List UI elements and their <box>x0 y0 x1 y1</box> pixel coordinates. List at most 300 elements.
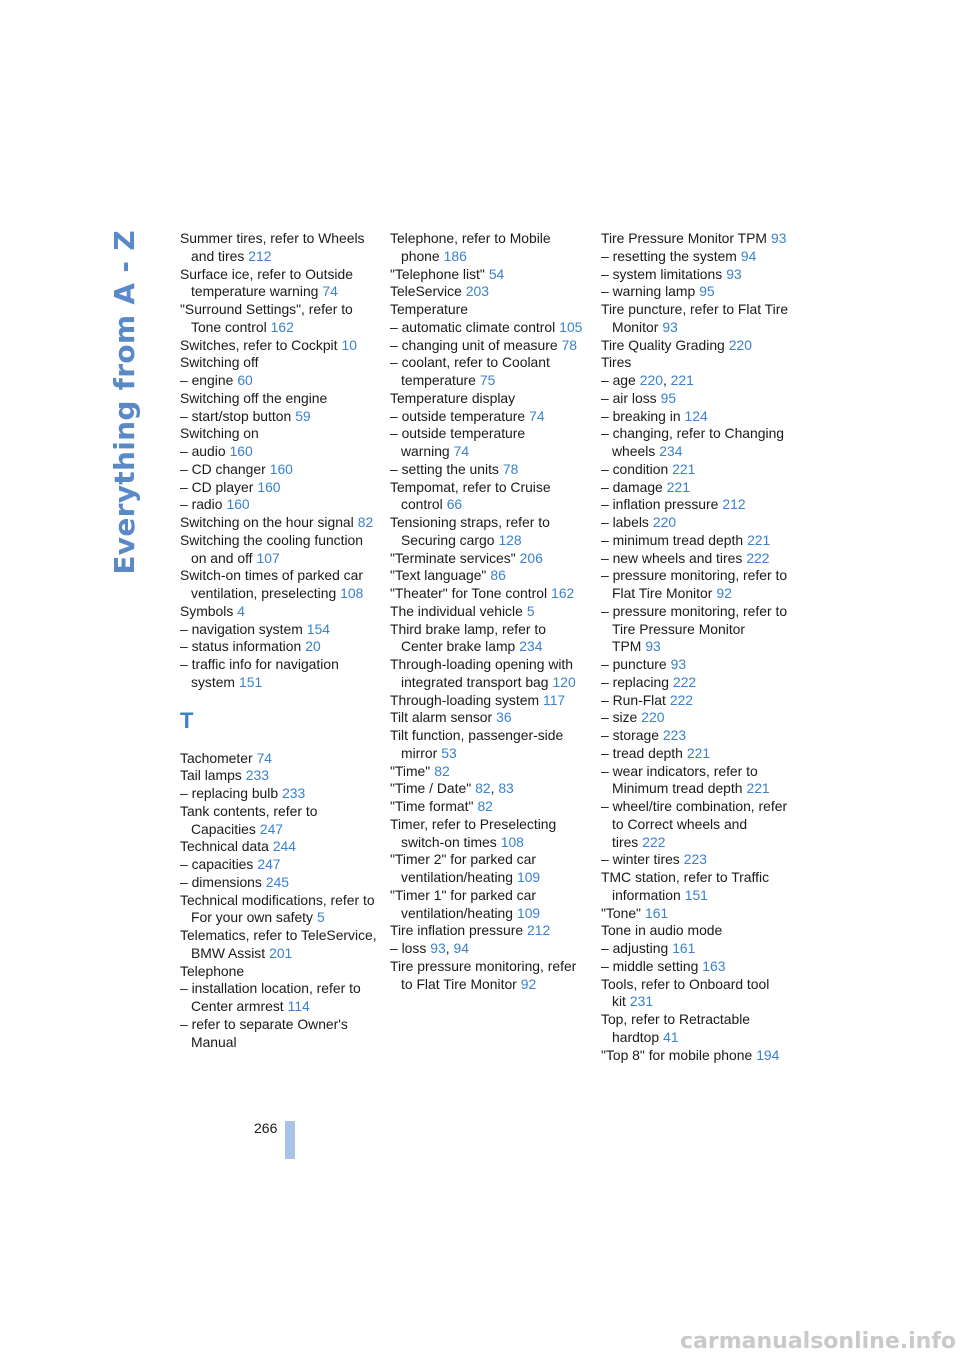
index-entry-text: Tools, refer to Onboard tool kit <box>601 975 770 1010</box>
index-entry-text: Top, refer to Retractable hardtop <box>601 1011 751 1045</box>
index-entry <box>390 354 590 390</box>
page-ref-link[interactable]: 5 <box>316 909 325 926</box>
page-ref-link[interactable]: 54 <box>488 265 505 282</box>
index-entry-text: Symbols <box>180 602 234 619</box>
index-entry <box>601 763 793 799</box>
index-entry <box>180 1016 380 1052</box>
index-entry-text: – loss <box>390 940 427 956</box>
page-ref-link[interactable]: 221 <box>747 531 771 548</box>
index-entry <box>180 892 380 928</box>
index-entry <box>180 461 380 479</box>
index-entry <box>601 940 793 958</box>
index-entry-text: – radio <box>180 496 223 513</box>
page-ref-link[interactable]: 247 <box>259 820 284 837</box>
index-column-1 <box>180 230 380 1051</box>
index-entry <box>601 656 793 674</box>
page-ref-link[interactable]: 222 <box>672 673 697 690</box>
index-entry-text: Timer, refer to Preselecting switch-on times <box>390 815 557 850</box>
index-entry-text: – automatic climate control <box>390 318 556 335</box>
index-entry <box>390 798 590 816</box>
index-entry-text: – pressure monitoring, refer to Flat Tire Monitor <box>601 567 788 601</box>
index-entry <box>390 763 590 781</box>
page-ref-link[interactable]: 95 <box>699 283 715 300</box>
page-ref-link[interactable]: 94 <box>453 940 469 956</box>
page-ref-link[interactable]: 212 <box>527 922 551 939</box>
page-ref-link[interactable]: 93 <box>662 318 678 335</box>
page-ref-link[interactable]: 162 <box>551 585 575 601</box>
index-entry <box>601 851 793 869</box>
page-ref-link[interactable]: 222 <box>642 833 666 850</box>
index-entry-text: – status information <box>180 638 302 655</box>
index-entry-text: Tempomat, refer to Cruise control <box>390 478 551 513</box>
index-entry-text: – capacities <box>180 856 254 872</box>
page-ref-link[interactable]: 82 <box>477 798 493 814</box>
index-entry-text: – coolant, refer to Coolant temperature <box>390 354 550 388</box>
index-entry <box>601 372 793 390</box>
page-ref-link[interactable]: 161 <box>672 940 696 956</box>
index-entry <box>180 390 380 408</box>
page-ref-link[interactable]: 194 <box>756 1046 780 1063</box>
index-entry <box>390 550 590 568</box>
page-ref-link[interactable]: 82 <box>475 780 491 797</box>
index-entry <box>180 230 380 266</box>
index-entry <box>601 354 793 372</box>
page-ref-link[interactable]: 124 <box>684 407 708 424</box>
index-entry-text: – start/stop button <box>180 407 292 424</box>
index-entry-text: – damage <box>601 478 663 495</box>
index-entry-text: Tone in audio mode <box>601 922 723 939</box>
index-entry-text: – breaking in <box>601 407 681 424</box>
index-entry <box>180 656 380 692</box>
index-entry-text: Tachometer <box>180 749 253 766</box>
index-entry-text: – changing unit of measure <box>390 336 558 353</box>
index-entry <box>601 745 793 763</box>
index-entry-text: Tilt function, passenger-side mirror <box>390 727 564 761</box>
index-entry <box>601 425 793 461</box>
index-entry-text: Tail lamps <box>180 767 242 784</box>
index-entry-text: Switching on <box>180 425 259 442</box>
index-entry-text: Technical data <box>180 838 269 855</box>
index-entry-text: – CD changer <box>180 460 266 477</box>
index-entry-text: Summer tires, refer to Wheels and tires <box>180 230 365 264</box>
index-entry <box>601 283 793 301</box>
index-entry <box>390 567 590 585</box>
page-ref-link[interactable]: 212 <box>722 496 746 513</box>
page-ref-link[interactable]: 83 <box>498 780 514 797</box>
page-ref-link[interactable]: 78 <box>561 336 578 353</box>
index-entry-text: "Time / Date" <box>390 780 472 797</box>
page-ref-link[interactable]: 109 <box>516 869 541 885</box>
page-ref-link[interactable]: 233 <box>282 785 306 801</box>
index-entry-text: – dimensions <box>180 873 262 890</box>
index-entry-text: "Timer 2" for parked car ventilation/heating <box>390 851 536 885</box>
index-entry-text: "Theater" for Tone control <box>390 585 548 601</box>
index-entry <box>390 816 590 852</box>
index-entry-text: – storage <box>601 727 659 743</box>
index-entry <box>390 780 590 798</box>
page-ref-link[interactable]: 74 <box>322 283 338 300</box>
index-entry <box>601 567 793 603</box>
index-entry <box>390 337 590 355</box>
page-ref-separator: , <box>445 940 454 956</box>
page-ref-link[interactable]: 223 <box>662 727 687 743</box>
index-entry-text: Switch-on times of parked car ventilation, preselecting <box>180 567 363 601</box>
page-ref-link[interactable]: 247 <box>257 856 281 872</box>
page-ref-link[interactable]: 221 <box>686 744 711 761</box>
index-entry-text: – warning lamp <box>601 283 696 300</box>
index-entry-text: Surface ice, refer to Outside temperature warning <box>180 265 353 300</box>
page-number: 266 <box>254 1120 278 1136</box>
index-entry <box>390 727 590 763</box>
page-ref-link[interactable]: 212 <box>248 247 272 264</box>
page-ref-link[interactable]: 105 <box>559 318 583 335</box>
index-entry-text: TMC station, refer to Traffic information <box>601 869 770 903</box>
index-entry <box>180 874 380 892</box>
page-ref-link[interactable]: 244 <box>272 838 296 855</box>
index-entry <box>601 248 793 266</box>
page-ref-link[interactable]: 221 <box>666 478 690 495</box>
page-ref-link[interactable]: 186 <box>443 247 467 264</box>
page-ref-link[interactable]: 223 <box>683 851 707 868</box>
index-entry <box>390 408 590 426</box>
index-entry-text: Tensioning straps, refer to Securing cargo <box>390 514 550 548</box>
page-ref-link[interactable]: 222 <box>746 549 770 566</box>
index-entry-text: Through-loading opening with integrated transport bag <box>390 656 574 690</box>
index-entry <box>601 230 793 248</box>
page-ref-link[interactable]: 160 <box>269 460 293 477</box>
index-entry-text: – wheel/tire combination, refer to Correct wheels and tires <box>601 798 788 850</box>
page-ref-link[interactable]: 161 <box>644 904 669 921</box>
index-entry-text: Temperature <box>390 301 468 317</box>
index-entry <box>601 674 793 692</box>
index-entry <box>390 621 590 657</box>
index-entry-text: "Surround Settings", refer to Tone control <box>180 301 353 335</box>
index-entry-text: Switching on the hour signal <box>180 514 354 530</box>
index-entry-text: Switches, refer to Cockpit <box>180 336 338 353</box>
page-ref-link[interactable]: 4 <box>237 602 245 619</box>
index-entry <box>180 856 380 874</box>
page-ref-link[interactable]: 20 <box>305 638 321 655</box>
index-entry-text: Tire inflation pressure <box>390 922 524 939</box>
page-ref-link[interactable]: 234 <box>519 638 543 655</box>
index-entry-text: Tire pressure monitoring, refer to Flat Tire Monitor <box>390 957 577 992</box>
page-ref-link[interactable]: 74 <box>453 443 470 459</box>
page-ref-link[interactable]: 151 <box>684 886 708 903</box>
index-entry <box>601 266 793 284</box>
page-ref-link[interactable]: 160 <box>226 496 250 513</box>
page-ref-link[interactable]: 203 <box>465 283 489 300</box>
index-entry <box>601 692 793 710</box>
index-entry <box>390 390 590 408</box>
index-entry <box>390 887 590 923</box>
index-entry <box>180 408 380 426</box>
index-entry <box>601 922 793 940</box>
page-ref-link[interactable]: 160 <box>257 478 281 495</box>
index-entry-text: – age <box>601 372 636 388</box>
index-entry <box>390 319 590 337</box>
index-entry <box>390 425 590 461</box>
index-entry <box>180 425 380 443</box>
page-ref-link[interactable]: 92 <box>520 975 537 992</box>
page-ref-separator: , <box>490 780 499 797</box>
page-ref-link[interactable]: 53 <box>441 744 457 761</box>
index-entry <box>180 567 380 603</box>
index-entry <box>601 461 793 479</box>
index-entry <box>180 927 380 963</box>
index-entry <box>390 266 590 284</box>
page-ref-link[interactable]: 74 <box>256 749 273 766</box>
page-ref-link[interactable]: 93 <box>770 230 787 246</box>
index-entry-text: – winter tires <box>601 851 680 868</box>
page-ref-link[interactable]: 245 <box>265 873 290 890</box>
page-ref-link[interactable]: 128 <box>498 531 522 548</box>
index-entry <box>390 230 590 266</box>
page-ref-link[interactable]: 163 <box>702 957 726 974</box>
page-ref-link[interactable]: 66 <box>446 496 463 513</box>
page-ref-link[interactable]: 220 <box>641 709 665 726</box>
index-entry-text: – minimum tread depth <box>601 531 744 548</box>
index-entry-text: – traffic info for navigation system <box>180 656 339 690</box>
page-ref-link[interactable]: 234 <box>659 443 683 459</box>
index-entry-text: – outside temperature warning <box>390 425 526 459</box>
page-ref-link[interactable]: 82 <box>357 514 374 530</box>
page-number-bar <box>285 1121 295 1159</box>
index-entry <box>601 1047 793 1065</box>
index-entry-text: "Text language" <box>390 567 487 584</box>
watermark: carmanualsonline.info <box>680 1329 956 1354</box>
page-ref-separator: , <box>662 372 671 388</box>
index-entry-text: – air loss <box>601 389 657 406</box>
page-ref-link[interactable]: 93 <box>670 656 687 672</box>
index-entry-text: – size <box>601 709 638 726</box>
page-ref-link[interactable]: 222 <box>669 691 694 708</box>
page-ref-link[interactable]: 5 <box>526 602 535 619</box>
index-entry-text: – CD player <box>180 478 254 495</box>
index-entry-text: – outside temperature <box>390 407 526 424</box>
index-entry <box>601 976 793 1012</box>
index-entry <box>180 621 380 639</box>
index-entry-text: – audio <box>180 443 226 459</box>
index-entry-text: Temperature display <box>390 389 516 406</box>
index-entry-text: – inflation pressure <box>601 496 719 513</box>
index-entry-text: "Time" <box>390 762 431 779</box>
index-entry <box>390 603 590 621</box>
index-entry-text: – replacing bulb <box>180 785 279 801</box>
page-ref-link[interactable]: 10 <box>341 336 357 353</box>
index-entry-text: Switching the cooling function on and off <box>180 531 364 566</box>
index-entry-text: "Top 8" for mobile phone <box>601 1046 753 1063</box>
page-ref-link[interactable]: 221 <box>672 460 696 477</box>
page-ref-link[interactable]: 86 <box>490 567 506 584</box>
index-entry <box>390 514 590 550</box>
page-ref-link[interactable]: 221 <box>746 780 770 797</box>
index-entry <box>390 301 590 319</box>
index-entry <box>390 479 590 515</box>
index-entry <box>601 727 793 745</box>
page-ref-link[interactable]: 82 <box>434 762 450 779</box>
page-ref-link[interactable]: 93 <box>726 265 742 282</box>
page-ref-link[interactable]: 74 <box>529 407 545 424</box>
page-ref-link[interactable]: 117 <box>543 691 566 708</box>
index-entry-text: – installation location, refer to Center armrest <box>180 980 361 1014</box>
index-entry-text: – labels <box>601 514 649 530</box>
index-entry <box>601 514 793 532</box>
index-entry-text: – changing, refer to Changing wheels <box>601 425 785 459</box>
index-entry <box>601 390 793 408</box>
page-ref-link[interactable]: 220 <box>639 372 663 388</box>
index-entry <box>180 963 380 981</box>
index-entry <box>180 301 380 337</box>
index-entry-text: – new wheels and tires <box>601 549 743 566</box>
page-ref-link[interactable]: 108 <box>500 833 524 850</box>
index-entry-text: Tires <box>601 354 632 371</box>
index-entry <box>180 514 380 532</box>
page-ref-link[interactable]: 233 <box>245 767 269 784</box>
index-entry-text: Through-loading system <box>390 691 540 708</box>
index-entry <box>180 443 380 461</box>
page-ref-link[interactable]: 231 <box>629 993 654 1010</box>
index-entry <box>601 550 793 568</box>
index-entry <box>180 372 380 390</box>
index-entry-text: – resetting the system <box>601 247 737 264</box>
index-column-2 <box>390 230 590 993</box>
index-entry <box>390 585 590 603</box>
index-entry-text: Tire Quality Grading <box>601 336 725 353</box>
index-entry-text: Telematics, refer to TeleService, BMW Assist <box>180 927 377 961</box>
index-entry <box>180 803 380 839</box>
index-entry <box>601 408 793 426</box>
index-entry <box>390 283 590 301</box>
index-entry-text: Tank contents, refer to Capacities <box>180 802 318 837</box>
page-ref-link[interactable]: 59 <box>295 407 311 424</box>
index-entry <box>390 922 590 940</box>
index-entry <box>601 301 793 337</box>
index-entry-text: Tire puncture, refer to Flat Tire Monitor <box>601 301 789 335</box>
index-entry-text: – adjusting <box>601 940 669 956</box>
index-entry <box>180 337 380 355</box>
index-entry-text: – navigation system <box>180 620 303 637</box>
index-entry <box>180 479 380 497</box>
index-entry-text: – Run-Flat <box>601 691 666 708</box>
index-entry <box>180 750 380 768</box>
index-entry <box>601 496 793 514</box>
index-entry <box>601 532 793 550</box>
index-entry <box>601 337 793 355</box>
page-ref-link[interactable]: 220 <box>652 514 677 530</box>
index-entry <box>180 980 380 1016</box>
index-entry <box>390 940 590 958</box>
index-entry-text: – puncture <box>601 656 667 672</box>
index-entry <box>601 905 793 923</box>
index-entry <box>390 692 590 710</box>
index-entry-text: Tire Pressure Monitor TPM <box>601 230 767 246</box>
page-ref-link[interactable]: 162 <box>270 318 294 335</box>
page-ref-link[interactable]: 206 <box>519 549 543 566</box>
index-entry <box>390 709 590 727</box>
index-column-3 <box>601 230 793 1064</box>
page-ref-link[interactable]: 36 <box>496 709 512 726</box>
index-entry <box>601 479 793 497</box>
index-entry <box>601 798 793 851</box>
index-entry-text: – engine <box>180 372 234 388</box>
index-entry-text: – wear indicators, refer to Minimum tread depth <box>601 762 758 797</box>
page-ref-link[interactable]: 93 <box>645 638 661 655</box>
index-entry-text: – refer to separate Owner's Manual <box>180 1015 348 1050</box>
index-entry <box>601 958 793 976</box>
index-entry <box>180 266 380 302</box>
letter-heading: T <box>180 707 194 733</box>
index-entry-text: The individual vehicle <box>390 602 523 619</box>
index-entry-text: "Telephone list" <box>390 265 485 282</box>
page-ref-link[interactable]: 95 <box>660 389 677 406</box>
index-entry <box>180 838 380 856</box>
index-entry-text: – setting the units <box>390 460 499 477</box>
index-entry-text: – condition <box>601 460 669 477</box>
page-ref-link[interactable]: 151 <box>239 673 263 690</box>
index-entry <box>601 603 793 656</box>
page-ref-link[interactable]: 93 <box>430 940 446 956</box>
page-ref-link[interactable]: 154 <box>306 620 330 637</box>
index-entry <box>601 1011 793 1047</box>
page-ref-link[interactable]: 41 <box>663 1028 679 1045</box>
index-entry-text: "Timer 1" for parked car ventilation/heating <box>390 886 536 921</box>
index-entry <box>601 709 793 727</box>
index-entry <box>180 638 380 656</box>
page-ref-link[interactable]: 201 <box>269 944 293 961</box>
index-entry <box>390 656 590 692</box>
page-ref-link[interactable]: 120 <box>552 673 576 690</box>
index-entry <box>180 785 380 803</box>
page-ref-link[interactable]: 92 <box>716 585 732 601</box>
page-ref-link[interactable]: 160 <box>229 443 253 459</box>
index-entry-text: – middle setting <box>601 957 699 974</box>
index-entry-text: – pressure monitoring, refer to Tire Pressure Monitor TPM <box>601 602 788 655</box>
index-entry-text: – tread depth <box>601 744 683 761</box>
index-entry <box>180 496 380 514</box>
page-ref-link[interactable]: 60 <box>237 372 253 388</box>
index-entry <box>390 461 590 479</box>
section-side-title: Everything from A - Z <box>108 230 141 575</box>
index-entry-text: Tilt alarm sensor <box>390 709 493 726</box>
index-entry-text: – system limitations <box>601 265 723 282</box>
index-entry-text: "Tone" <box>601 904 641 921</box>
index-entry <box>180 603 380 621</box>
index-entry-text: Third brake lamp, refer to Center brake lamp <box>390 620 546 655</box>
index-entry-text: – replacing <box>601 673 669 690</box>
index-entry <box>390 851 590 887</box>
index-entry <box>601 869 793 905</box>
page-ref-link[interactable]: 109 <box>516 904 541 921</box>
index-entry-text: Telephone, refer to Mobile phone <box>390 230 551 264</box>
index-entry-text: Switching off <box>180 354 259 371</box>
index-entry <box>390 958 590 994</box>
page-ref-link[interactable]: 75 <box>479 372 496 388</box>
page-ref-link[interactable]: 114 <box>287 998 310 1014</box>
index-entry <box>180 767 380 785</box>
page-ref-link[interactable]: 221 <box>670 372 694 388</box>
index-entry-text: Switching off the engine <box>180 389 328 406</box>
page-ref-link[interactable]: 78 <box>502 460 519 477</box>
index-entry-text: "Terminate services" <box>390 549 516 566</box>
index-entry-text: Technical modifications, refer to For your own safety <box>180 891 375 926</box>
page-ref-link[interactable]: 107 <box>256 549 280 566</box>
index-entry-text: "Time format" <box>390 798 474 814</box>
page-ref-link[interactable]: 108 <box>340 585 364 601</box>
index-entry-text: Telephone <box>180 962 245 979</box>
page-ref-link[interactable]: 94 <box>740 247 757 264</box>
index-entry <box>180 532 380 568</box>
page-ref-link[interactable]: 220 <box>728 336 752 353</box>
